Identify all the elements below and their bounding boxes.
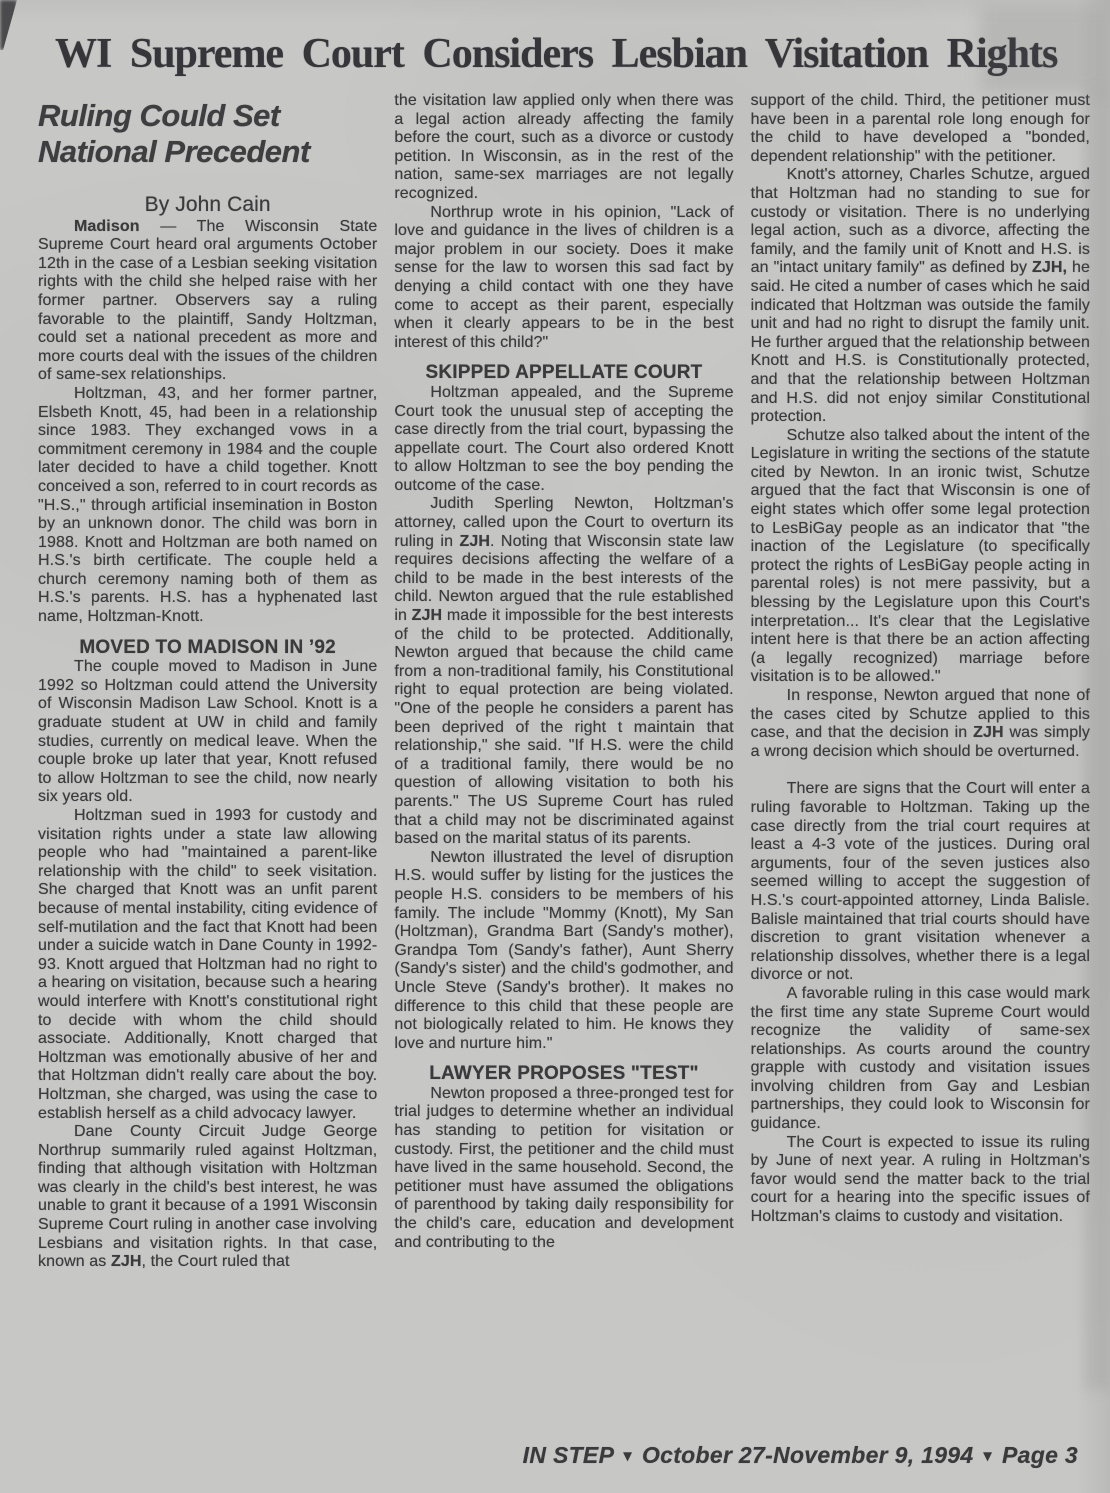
article-paragraph: support of the child. Third, the petitioner must have been in a parental role long enough for the child to have developed a "bonded, dependent relationship" with the petitioner. [750,92,1090,165]
article-paragraph: In response, Newton argued that none of the cases cited by Schutze applied to this case, and that the decision in ZJH was simply a wrong decision which should be overturned. [750,687,1090,760]
article-paragraph: Newton illustrated the level of disruption H.S. would suffer by listing for the justices the people H.S. considers to be members of his family. The include "Mommy (Knott), My San (Holtzman), Grandma Bart (Sandy's mother), Grandpa Tom (Sandy's father), Aunt Sherry (Sandy's sister) and the child's godmother, and Uncle Steve (Sandy's brother). It makes no difference to this child that these people are not biologically related to him. He knows they love and nurture him." [394,848,734,1052]
column-3-blocks [751,92,1090,1227]
article-columns [0,84,1110,1272]
article-paragraph: A favorable ruling in this case would mark the first time any state Supreme Court would recognize the validity of same-sex relationships. As courts around the country grapple with custody and visitation issues involving children from Gay and Lesbian partnerships, they could look to Wisconsin for guidance. [750,984,1090,1133]
article-paragraph: The couple moved to Madison in June 1992 so Holtzman could attend the University of Wisconsin Madison Law School. Knott is a graduate student at UW in child and family studies, currently on medical leave. When the couple broke up later that year, Knott refused to allow Holtzman to see the child, now nearly six years old. [38,658,378,806]
article-paragraph: Schutze also talked about the intent of the Legislature in writing the sections of the statute cited by Newton. In an ironic twist, Schutze argued that the fact that Wisconsin is one of eight states which offer some legal protection to LesBiGay people as an indicator that "the inaction of the Legislature (to specifically protect the rights of LesBiGay people acting in parental roles) is not mere passivity, but a blessing by the Legislature upon this Court's interpretation... It's clear that the Legislative intent here is that there be an action affecting (a legally recognized) marriage before visitation is to be allowed." [750,426,1090,686]
article-paragraph: There are signs that the Court will enter a ruling favorable to Holtzman. Taking up the case directly from the trial court requires at least a 4-3 vote of the justices. During oral arguments, four of the seven justices also seemed willing to accept the suggestion of H.S.'s court-appointed attorney, Linda Balisle. Balisle maintained that trial courts should have discretion to grant visitation whenever a relationship dissolves, whether there is a legal divorce or not. [750,780,1090,984]
page-footer [523,1442,1078,1469]
article-paragraph: Holtzman sued in 1993 for custody and visitation rights under a state law allowing people who had "maintained a parent-like relationship with the child" to seek visitation. She charged that Knott was an unfit parent because of mental instability, citing evidence of self-mutilation and the fact that Knott had been under a suicide watch in Dane County in 1992-93. Knott argued that Holtzman had no right to a hearing on visitation, because such a hearing would interfere with Knott's constitutional right to decide with whom the child should associate. Additionally, Knott charged that Holtzman was emotionally abusive of her and that Holtzman didn't really care about the boy. Holtzman, she charged, was using the case to establish herself as a child advocacy lawyer. [38,807,378,1122]
article-paragraph: Holtzman, 43, and her former partner, Elsbeth Knott, 45, had been in a relationship since 1983. They exchanged vows in a commitment ceremony in 1984 and the couple later decided to have a child together. Knott conceived a son, referred to in court records as "H.S.," through artificial insemination in Boston by an unknown donor. The child was born in 1988. Knott and Holtzman are both named on H.S.'s birth certificate. The couple held a church ceremony naming both of them as H.S.'s parents. H.S. has a hyphenated last name, Holtzman-Knott. [38,384,378,626]
article-column-2 [394,92,733,1272]
footer-date: October 27-November 9, 1994 [641,1442,974,1468]
column-1-blocks [38,218,377,1272]
triangle-separator-icon: ▼ [980,1448,996,1465]
section-heading: LAWYER PROPOSES "TEST" [429,1063,699,1085]
article-paragraph: Knott's attorney, Charles Schutze, argued that Holtzman had no standing to sue for custody or visitation. There is no underlying legal action, such as a divorce, affecting the family, and the family unit of Knott and H.S. is an "intact unitary family" as defined by ZJH, he said. He cited a number of cases which he said indicated that Holtzman was outside the family unit and had no right to disrupt the family unit. He further argued that the relationship between Knott and H.S. is Constitutionally protected, and that the relationship between Holtzman and H.S. did not enjoy similar Constitutional protection. [750,166,1090,426]
page-headline: WI Supreme Court Considers Lesbian Visitation Rights [55,31,1058,77]
article-paragraph: The Court is expected to issue its ruling by June of next year. A ruling in Holtzman's favor would send the matter back to the trial court for a hearing into the specific issues of Holtzman's claims to custody and visitation. [750,1133,1090,1226]
article-paragraph: Holtzman appealed, and the Supreme Court took the unusual step of accepting the case directly from the trial court, bypassing the appellate court. The Court also ordered Knott to allow Holtzman to see the boy pending the outcome of the case. [394,383,734,494]
article-byline: By John Cain [144,193,271,216]
article-subhead: Ruling Could Set National Precedent [38,98,310,169]
article-paragraph: the visitation law applied only when there was a legal action already affecting the family before the court, such as a divorce or custody petition. In Wisconsin, as in the rest of the nation, same-sex marriages are not legally recognized. [394,92,734,202]
ink-bleed-ghost [980,8,1110,93]
section-heading: SKIPPED APPELLATE COURT [425,362,703,384]
article-paragraph: Judith Sperling Newton, Holtzman's attorney, called upon the Court to overturn its ruling in ZJH. Noting that Wisconsin state law requires decisions affecting the welfare of a child to be made in the best interests of the child. Newton argued that the rule established in ZJH made it impossible for the best interests of the child to be protected. Additionally, Newton argued that because the child came from a non-traditional family, his Constitutional right to equal protection are being violated. "One of the people he considers a parent has been deprived of the right t maintain that relationship," she said. "If H.S. were the child of a traditional family, there would be no question of allowing visitation to both his parents." The US Supreme Court has ruled that a child may not be discriminated against based on the marital status of its parents. [394,495,734,848]
section-heading: MOVED TO MADISON IN ’92 [79,636,336,658]
article-paragraph: Northrup wrote in his opinion, "Lack of love and guidance in the lives of children is a major problem in our society. Does it make sense for the law to worsen this sad fact by denying a child contact with one they have come to accept as their parent, especially when it clearly appears to be in the best interest of this child?" [394,203,734,351]
ink-bleed-ghost-strip [1084,90,1110,1390]
article-paragraph: Dane County Circuit Judge George Northrup summarily ruled against Holtzman, finding that although visitation with Holtzman was clearly in the child's best interest, he was unable to grant it because of a 1991 Wisconsin Supreme Court ruling in another case involving Lesbians and visitation rights. In that case, known as ZJH, the Court ruled that [38,1123,378,1271]
article-paragraph: Newton proposed a three-pronged test for trial judges to determine whether an individual has standing to petition for visitation or custody. First, the petitioner and the child must have lived in the same household. Second, the petitioner must have assumed the obligations of parenthood by taking daily responsibility for the child's care, education and development and contributing to the [394,1084,734,1251]
article-column-1 [38,92,377,1272]
footer-page-number: Page 3 [1002,1442,1078,1468]
article-paragraph: Madison — The Wisconsin State Supreme Court heard oral arguments October 12th in the case of a Lesbian seeking visitation rights with the child she helped raise with her former partner. Observers say a ruling favorable to the plaintiff, Sandy Holtzman, could set a national precedent as more and more courts deal with the issues of the children of same-sex relationships. [38,217,378,384]
footer-publication: IN STEP [522,1442,614,1468]
column-2-blocks [394,92,733,1252]
triangle-separator-icon: ▼ [620,1448,636,1465]
article-column-3 [751,92,1090,1272]
